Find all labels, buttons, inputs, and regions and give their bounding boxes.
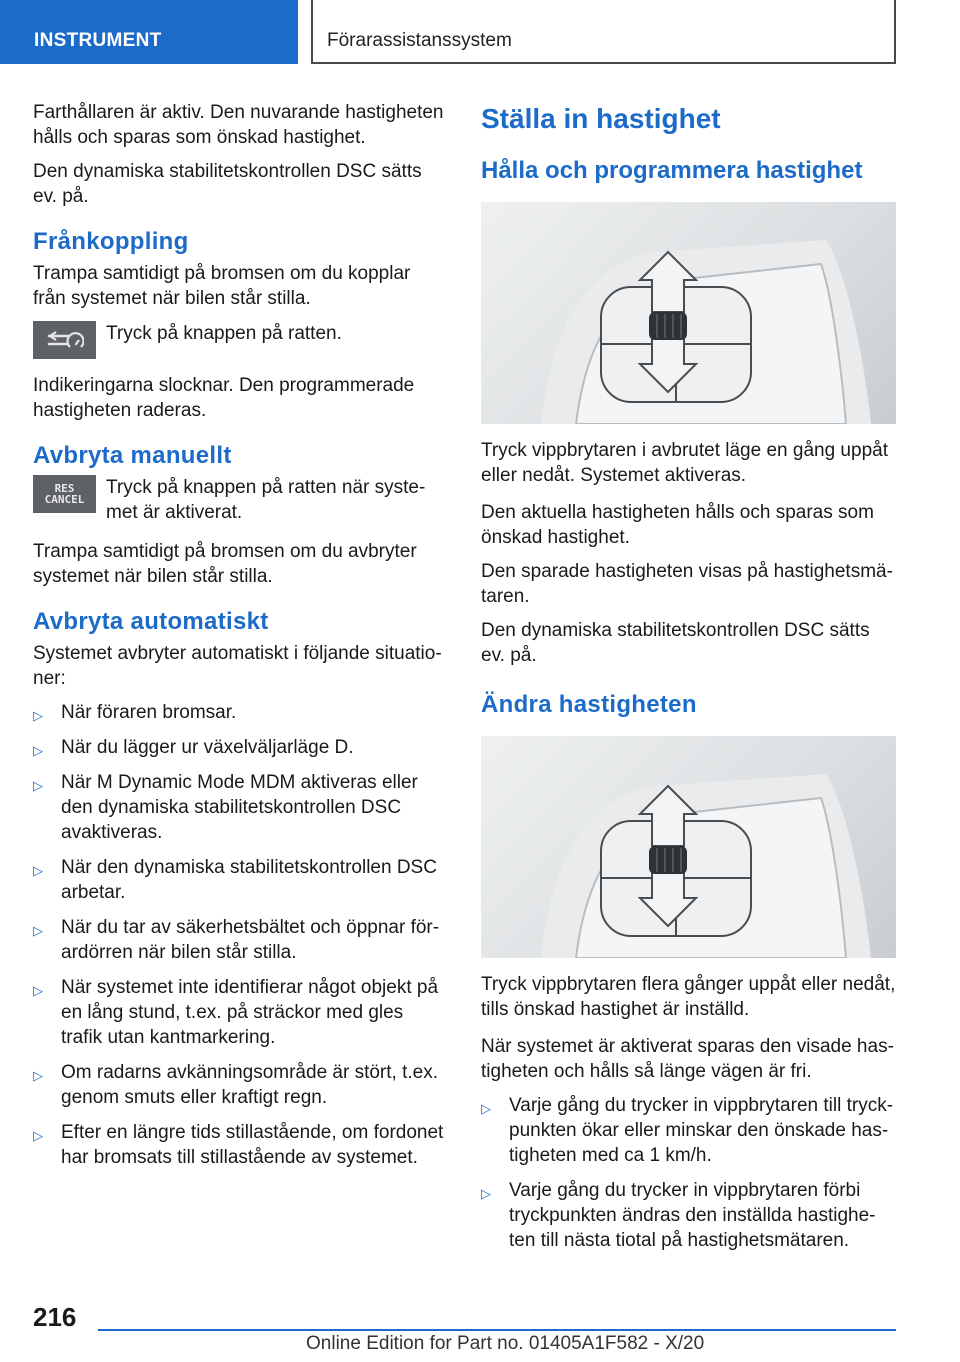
paragraph: Systemet avbryter automatiskt i följande situatio‐ner: <box>33 643 442 689</box>
list-item: ▷ Efter en längre tids stillastående, om fordonet har bromsats till stillastående av systemet. <box>33 1122 444 1168</box>
footer-divider <box>98 1329 896 1331</box>
paragraph: Trampa samtidigt på bromsen om du kopplar från systemet när bilen står stilla. <box>33 263 411 309</box>
heading-stalla-in-hastighet: Ställa in hastighet <box>481 103 721 134</box>
heading-frankoppling: Frånkoppling <box>33 228 189 255</box>
paragraph: Den sparade hastigheten visas på hastighetsmä‐taren. <box>481 561 893 607</box>
heading-andra-hastigheten: Ändra hastigheten <box>481 691 697 718</box>
paragraph: Den dynamiska stabilitetskontrollen DSC sätts ev. på. <box>481 620 870 666</box>
list-item: ▷ När systemet inte identifierar något objekt på en lång stund, t.ex. på sträckor med gles trafik utan kantmarkering. <box>33 977 439 1048</box>
icon-instruction-text: Tryck på knappen på ratten. <box>106 323 342 344</box>
paragraph: När systemet är aktiverat sparas den visade has‐tigheten och hålls så länge vägen är fri. <box>481 1036 894 1082</box>
triangle-bullet-icon: ▷ <box>33 983 43 998</box>
triangle-bullet-icon: ▷ <box>33 743 43 758</box>
step-list <box>481 1093 896 1253</box>
list-item: ▷ När den dynamiska stabilitetskontrollen DSC arbetar. <box>33 857 437 903</box>
paragraph: Trampa samtidigt på bromsen om du avbryter systemet när bilen står stilla. <box>33 541 417 587</box>
cruise-control-button-icon <box>33 321 96 359</box>
icon-instruction-row <box>33 321 448 359</box>
header-section-title: INSTRUMENT <box>34 30 162 51</box>
triangle-bullet-icon: ▷ <box>33 923 43 938</box>
list-item: ▷ Om radarns avkänningsområde är stört, t.ex. genom smuts eller kraftigt regn. <box>33 1062 438 1108</box>
triangle-bullet-icon: ▷ <box>33 778 43 793</box>
res-cancel-button-icon <box>33 475 96 513</box>
heading-avbryta-manuellt: Avbryta manuellt <box>33 442 232 469</box>
list-item: ▷ När du lägger ur växelväljarläge D. <box>33 735 448 760</box>
paragraph: Den aktuella hastigheten hålls och sparas som önskad hastighet. <box>481 502 874 548</box>
list-item: ▷ När du tar av säkerhetsbältet och öppnar för‐ardörren när bilen står stilla. <box>33 917 440 963</box>
steering-wheel-rocker-switch-image <box>481 736 896 958</box>
triangle-bullet-icon: ▷ <box>33 708 43 723</box>
condition-list <box>33 700 448 1170</box>
icon-instruction-text: Tryck på knappen på ratten när syste‐met är aktiverat. <box>106 477 426 523</box>
header-chapter-title: Förarassistanssystem <box>327 30 512 51</box>
paragraph: Indikeringarna slocknar. Den programmerade hastigheten raderas. <box>33 375 415 421</box>
cancel-label: CANCEL <box>44 493 85 506</box>
right-column <box>481 100 896 1263</box>
list-item: ▷ Varje gång du trycker in vippbrytaren till tryck‐punkten ökar eller minskar den önskade has‐tigheten med ca 1 km/h. <box>481 1095 894 1166</box>
left-column <box>33 100 448 1180</box>
triangle-bullet-icon: ▷ <box>481 1101 491 1116</box>
heading-halla-och-programmera: Hålla och programmera hastighet <box>481 157 863 184</box>
header-chapter-box <box>311 0 896 64</box>
list-item: ▷ När M Dynamic Mode MDM aktiveras eller den dynamiska stabilitetskontrollen DSC avaktiveras. <box>33 772 418 843</box>
footer-edition: Online Edition for Part no. 01405A1F582 - X/20 <box>306 1333 705 1354</box>
header-section-tab <box>0 0 298 64</box>
res-label: RES <box>54 482 75 495</box>
paragraph: Den dynamiska stabilitetskontrollen DSC sätts ev. på. <box>33 161 422 207</box>
list-item: ▷ När föraren bromsar. <box>33 700 448 725</box>
triangle-bullet-icon: ▷ <box>33 1068 43 1083</box>
triangle-bullet-icon: ▷ <box>33 1128 43 1143</box>
icon-instruction-row <box>33 475 448 525</box>
paragraph: Tryck vippbrytaren flera gånger uppåt eller nedåt, tills önskad hastighet är inställd. <box>481 974 896 1020</box>
heading-avbryta-automatiskt: Avbryta automatiskt <box>33 608 269 635</box>
paragraph: Farthållaren är aktiv. Den nuvarande hastigheten hålls och sparas som önskad hastighet. <box>33 102 444 148</box>
steering-wheel-rocker-switch-image <box>481 202 896 424</box>
triangle-bullet-icon: ▷ <box>33 863 43 878</box>
page-number: 216 <box>33 1302 77 1332</box>
list-item: ▷ Varje gång du trycker in vippbrytaren förbi tryckpunkten ändras den inställda hastighe‐ten till nästa tiotal på hastighetsmätaren. <box>481 1180 876 1251</box>
triangle-bullet-icon: ▷ <box>481 1186 491 1201</box>
paragraph: Tryck vippbrytaren i avbrutet läge en gång uppåt eller nedåt. Systemet aktiveras. <box>481 440 888 486</box>
